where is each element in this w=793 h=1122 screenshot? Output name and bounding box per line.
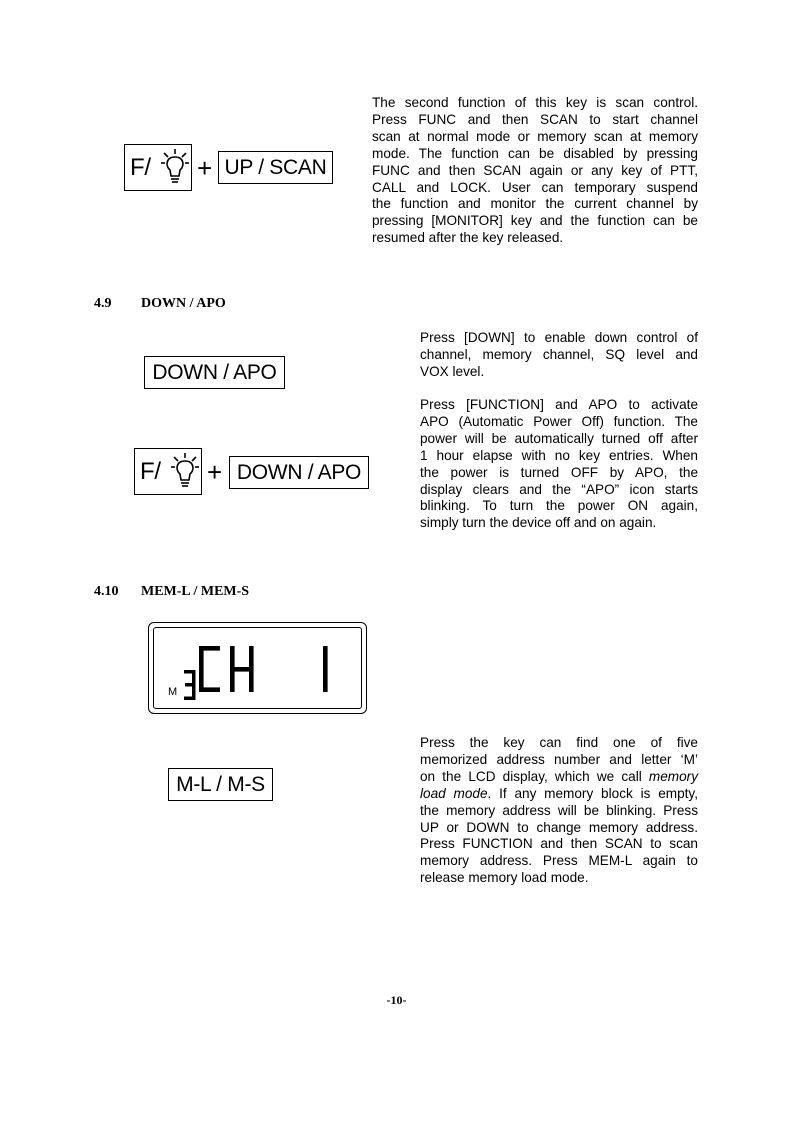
section-title: DOWN / APO (141, 296, 226, 311)
text-line (420, 870, 698, 887)
text-line: simply turn the device off and on again. (420, 515, 657, 531)
section-heading-4-10 (94, 584, 394, 602)
text-run: on the LCD display, which we call (420, 768, 649, 784)
lcd-digit-3 (183, 670, 197, 700)
text-line: blinking. To turn the power ON again, (420, 498, 698, 514)
text-line (420, 752, 698, 769)
text-line: 1 hour elapse with no key entries. When (420, 447, 698, 463)
lcd-display (148, 622, 367, 714)
text-line (420, 803, 698, 820)
section-number: 4.9 (94, 296, 112, 311)
section-title: MEM-L / MEM-S (141, 584, 250, 599)
text-line: channel, memory channel, SQ level and (420, 346, 698, 362)
text-run: Press the key can find one of five (420, 735, 698, 750)
text-line (420, 786, 698, 803)
down-apo-combo-key-box (229, 456, 369, 489)
text-run: memorized address number and letter ‘M’ (420, 751, 698, 767)
text-line (420, 836, 698, 853)
italic-text: memory (648, 768, 698, 784)
lcd-memory-indicator: M (168, 686, 178, 698)
section-number: 4.10 (94, 584, 119, 599)
text-line (420, 769, 698, 786)
text-line: the function and monitor the current channel by (372, 196, 698, 212)
text-line: Press [FUNCTION] and APO to activate (420, 397, 698, 412)
plus-sign: + (197, 153, 213, 183)
text-line: power will be automatically turned off after (420, 430, 698, 446)
text-line: APO (Automatic Power Off) function. The (420, 413, 698, 429)
func-key-label: F/ (130, 153, 151, 181)
text-line: CALL and LOCK. User can temporary suspend (372, 179, 698, 195)
section-heading-4-9 (94, 296, 394, 314)
up-scan-key-box (218, 151, 333, 184)
text-line: scan at normal mode or memory scan at memory (372, 128, 698, 144)
memory-description (420, 735, 698, 887)
text-line: VOX level. (420, 363, 485, 379)
text-line: resumed after the key released. (372, 230, 564, 246)
scan-description (372, 95, 698, 247)
text-line: display clears and the “APO” icon starts (420, 481, 698, 497)
down-description (420, 330, 698, 381)
text-run: Press FUNCTION and then SCAN to scan (420, 836, 698, 852)
text-line: Press FUNC and then SCAN to start channel (372, 111, 698, 127)
text-line (420, 820, 698, 837)
light-bulb-icon-2 (171, 452, 199, 490)
down-apo-key-box (144, 356, 285, 389)
down-apo-combo-key-label: DOWN / APO (236, 460, 362, 484)
text-run: the memory address will be blinking. Press (420, 802, 698, 818)
down-apo-key-label: DOWN / APO (152, 360, 277, 384)
text-line: FUNC and then SCAN again or any key of PTT, (372, 162, 698, 178)
text-run: release memory load mode. (420, 870, 589, 886)
text-line: mode. The function can be disabled by pressing (372, 145, 698, 161)
text-line: the power is turned OFF by APO, the (420, 464, 698, 480)
mem-key-box (168, 768, 273, 801)
italic-text: load mode (420, 785, 488, 801)
text-run: . If any memory block is empty, (487, 785, 698, 801)
plus-sign-2: + (207, 457, 223, 487)
up-scan-key-label: UP / SCAN (224, 155, 327, 179)
text-line: The second function of this key is scan control. (372, 95, 698, 110)
text-line: Press [DOWN] to enable down control of (420, 330, 698, 345)
text-run: UP or DOWN to change memory address. (420, 819, 698, 835)
light-bulb-icon (161, 148, 189, 186)
apo-description (420, 397, 698, 532)
text-line: pressing [MONITOR] key and the function can be (372, 213, 698, 229)
text-run: memory address. Press MEM-L again to (420, 853, 698, 869)
text-line (420, 853, 698, 870)
mem-key-label: M-L / M-S (176, 772, 265, 796)
lcd-channel-number (322, 646, 330, 692)
lcd-channel-text (199, 646, 255, 692)
func-key-label-2: F/ (140, 457, 161, 485)
text-line (420, 735, 698, 752)
page-number: -10- (386, 993, 407, 1007)
